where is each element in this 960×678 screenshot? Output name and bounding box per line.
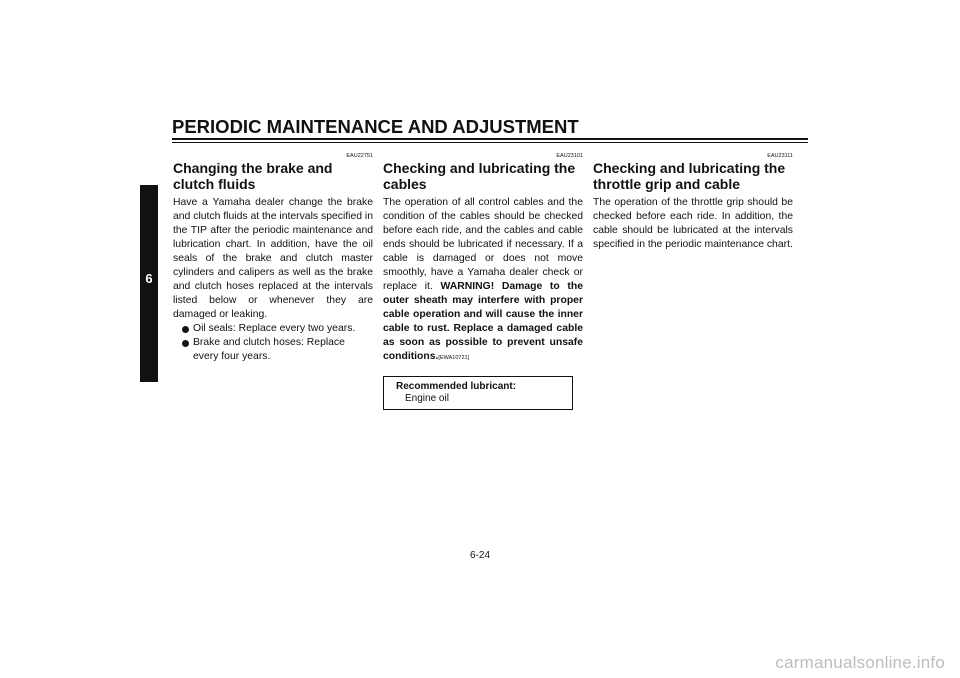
warning-code: [EWA10721] [438,355,470,361]
header-rule-thin [172,142,808,143]
lubricant-value: Engine oil [405,393,449,404]
list-item [173,336,373,364]
section-heading: Changing the brake and clutch fluids [173,160,333,192]
section-tab [140,185,158,382]
header-rule-thick [172,138,808,140]
page-number: 6-24 [469,550,490,561]
section-body: Have a Yamaha dealer change the brake and clutch fluids at the intervals specified in the TIP after the periodic maintenance and lubrication chart. In addition, have the oil seals of the brake and clutch master cylinders and calipers as well as the brake and clutch hoses replaced at the intervals listed below or whenever they are damaged or leaking. [173,197,373,320]
section-body: The operation of all control cables and the condition of the cables should be checked before each ride, and the cables and cable ends should be lubricated if necessary. If a cable is damaged or does not move smoothly, have a Yamaha dealer check or replace it. [383,197,583,292]
lubricant-box [383,376,573,410]
bullet-icon [182,326,189,333]
section-body-with-warning [383,196,583,365]
bullet-icon [182,340,189,347]
warning-text: WARNING! Damage to the outer sheath may interfere with proper cable operation and will cause the inner cable to rust. Replace a damaged cable as soon as possible to prevent unsafe conditions. [383,281,583,362]
section-code: EAU22751 [346,153,373,159]
section-body: The operation of the throttle grip should be checked before each ride. In addition, the cable should be lubricated at the intervals specified in the periodic maintenance chart. [593,197,793,250]
page-header-title: PERIODIC MAINTENANCE AND ADJUSTMENT [172,116,579,137]
lubricant-label: Recommended lubricant: [396,381,517,392]
watermark: carmanualsonline.info [775,653,945,672]
section-brake-clutch-fluids [173,152,373,364]
list-item-text: Oil seals: Replace every two years. [193,323,356,334]
section-code: EAU23101 [556,153,583,159]
section-heading: Checking and lubricating the throttle grip and cable [593,160,786,192]
list-item-text: Brake and clutch hoses: Replace every four years. [193,337,345,362]
section-heading: Checking and lubricating the cables [383,160,576,192]
section-throttle-grip-cable [593,152,793,252]
bullet-list [173,322,373,364]
section-code: EAU23111 [767,153,793,159]
section-cables [383,152,583,410]
section-tab-number: 6 [145,271,153,286]
list-item [173,322,373,336]
